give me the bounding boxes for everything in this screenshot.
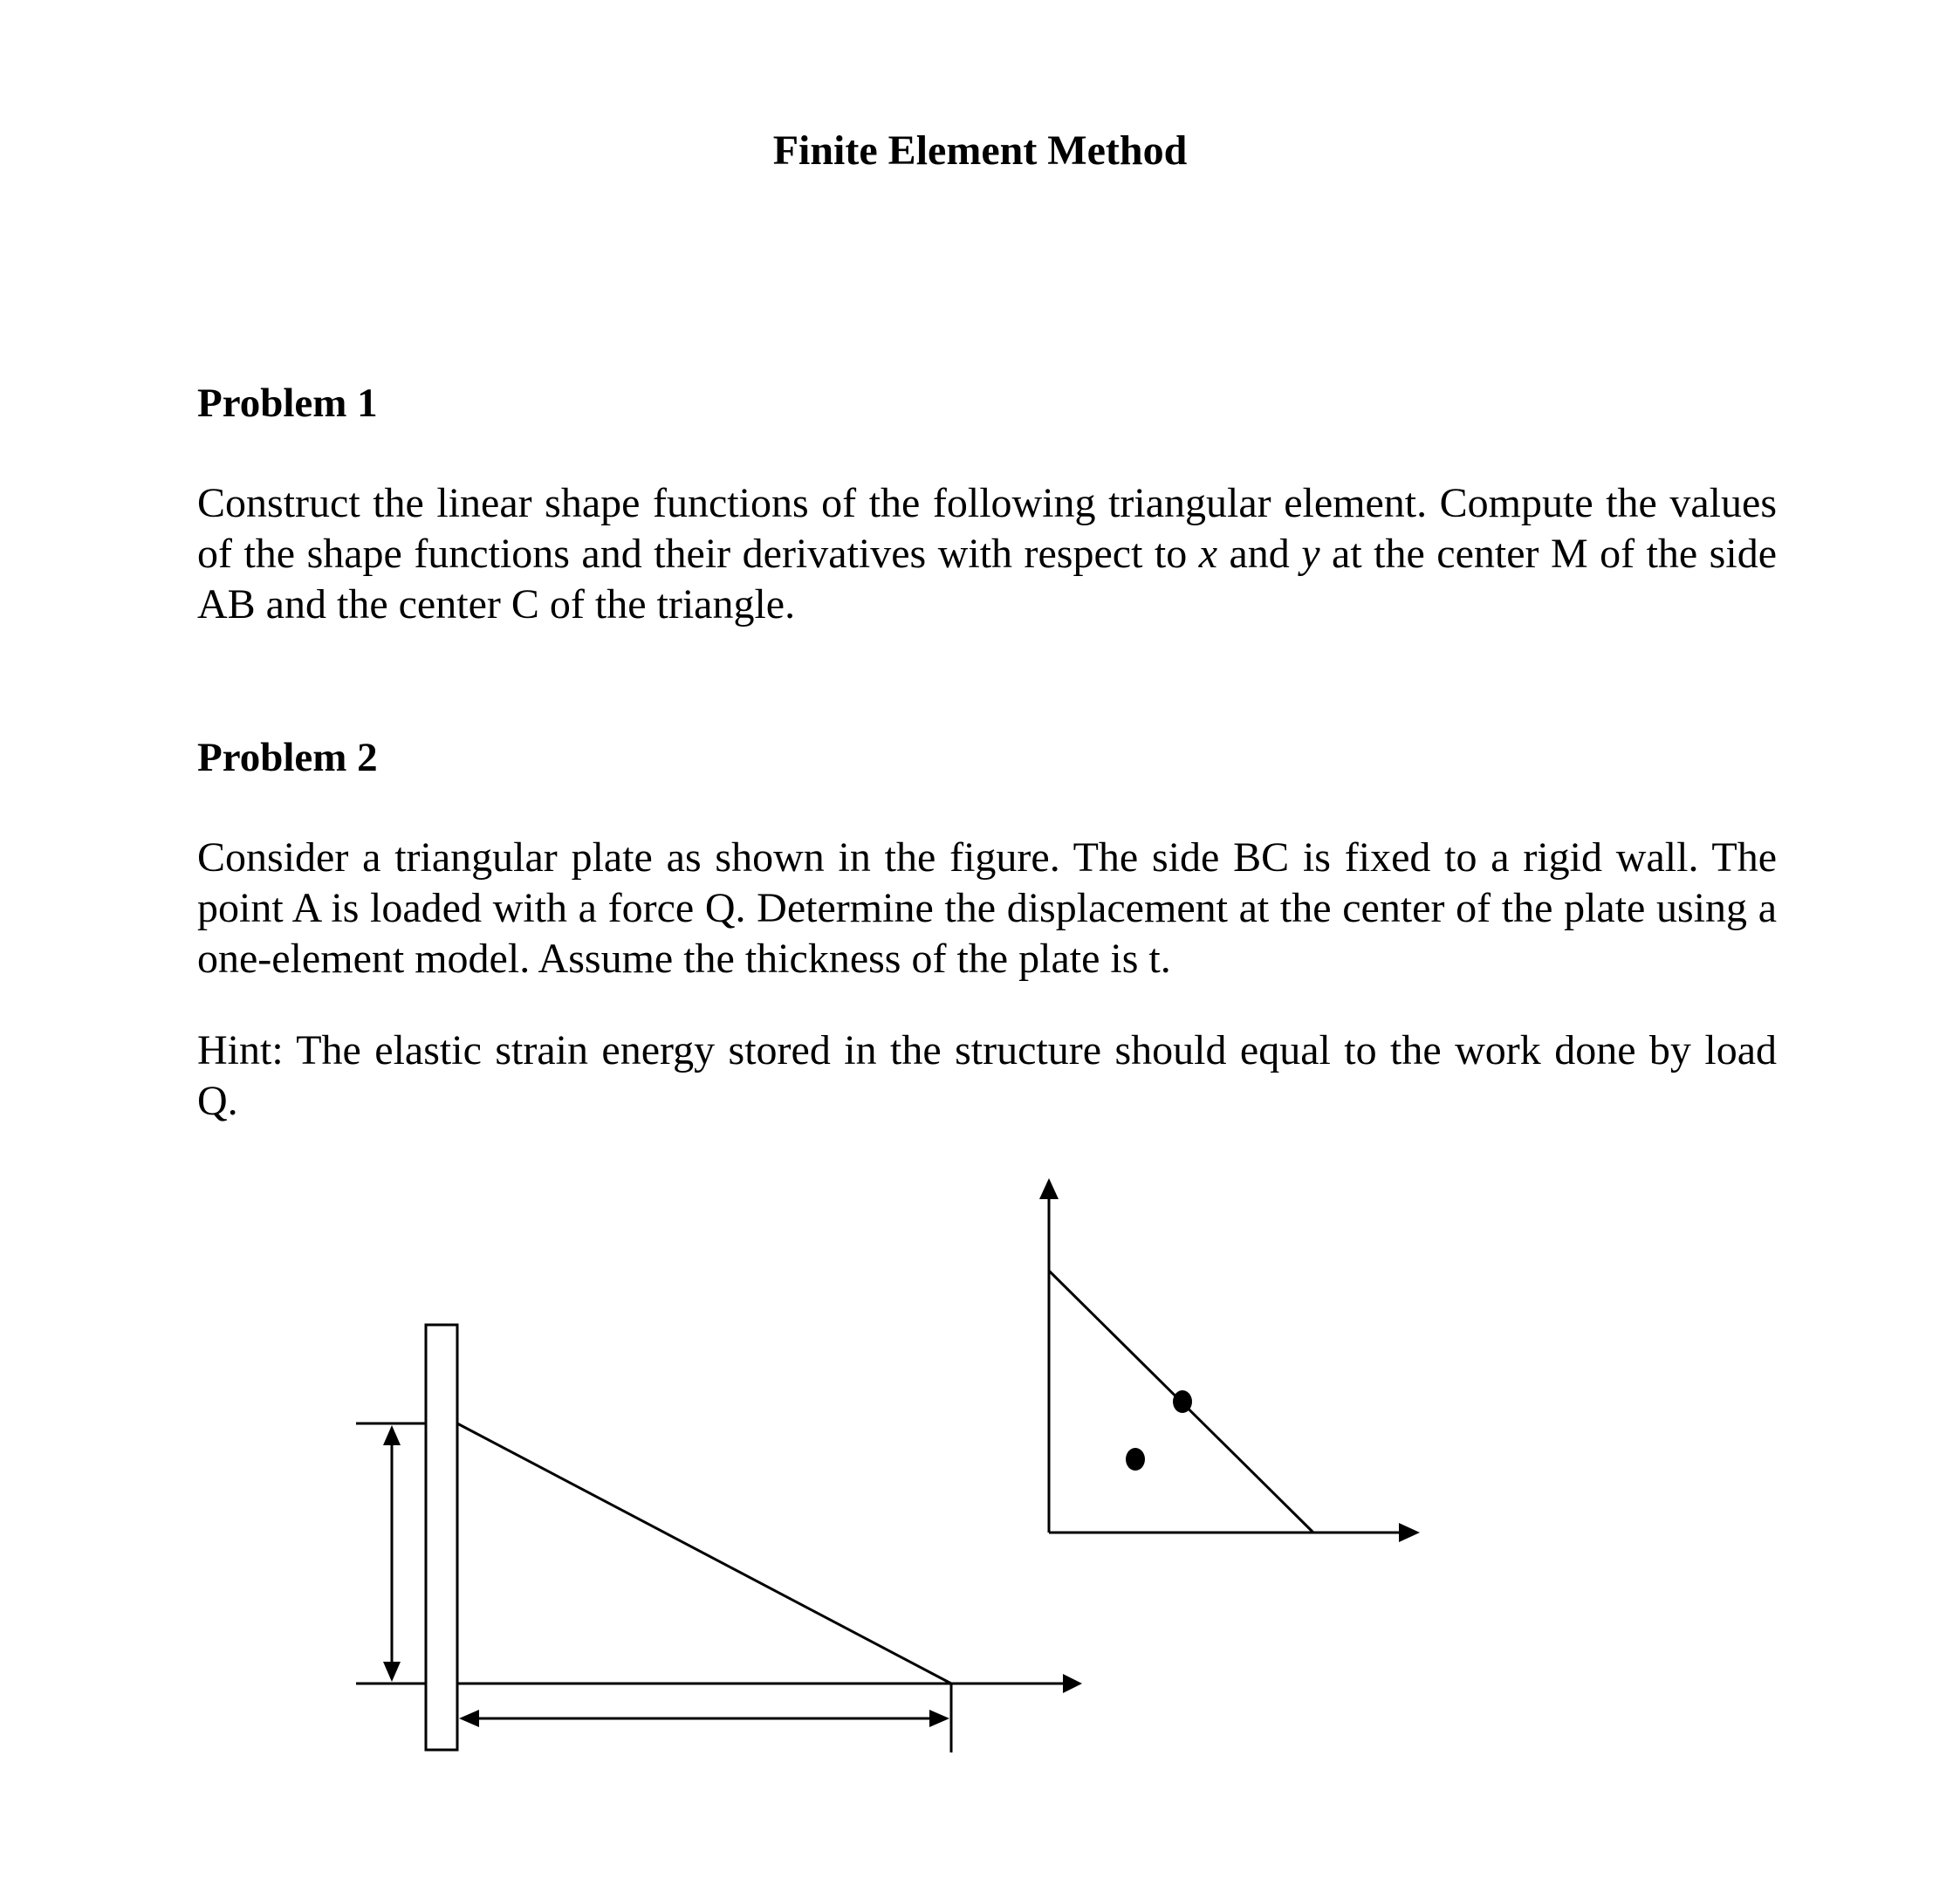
element-figure <box>1039 1178 1420 1542</box>
length-arrowhead-left <box>459 1710 479 1727</box>
variable-x: x <box>1198 531 1218 577</box>
problem-1-text-part1: Construct the linear shape functions of the following triangular element. Compute the values of the shape functions and their derivatives with respect to <box>197 480 1777 577</box>
plate-hypotenuse <box>457 1423 951 1684</box>
plate-x-axis-arrowhead <box>1063 1674 1082 1693</box>
problem-2-heading: Problem 2 <box>197 735 378 780</box>
height-arrowhead-top <box>383 1425 401 1445</box>
problem-1-text-part2: at the center M of the side AB and the center C of the triangle. <box>197 531 1778 628</box>
problem-2-hint: Hint: The elastic strain energy stored in the structure should equal to the work done by load Q. <box>197 1027 1777 1124</box>
rigid-wall <box>426 1325 457 1750</box>
page-title: Finite Element Method <box>772 127 1188 174</box>
height-arrowhead-bottom <box>383 1662 401 1682</box>
problem-2-text: Consider a triangular plate as shown in the figure. The side BC is fixed to a rigid wall. The point A is loaded with a force Q. Determine the displacement at the center of the plate using a one-element model. Assume the thickness of the plate is t. <box>197 834 1777 982</box>
problem-1-heading: Problem 1 <box>197 381 378 426</box>
length-arrowhead-right <box>929 1710 949 1727</box>
plate-figure <box>356 1325 1082 1752</box>
centroid-c-dot <box>1126 1448 1145 1471</box>
element-x-axis-arrowhead <box>1399 1523 1420 1542</box>
midpoint-m-dot <box>1173 1390 1192 1413</box>
element-y-axis-arrowhead <box>1039 1178 1059 1199</box>
variable-y: y <box>1301 531 1320 577</box>
problem-1-text-and: and <box>1217 531 1302 577</box>
